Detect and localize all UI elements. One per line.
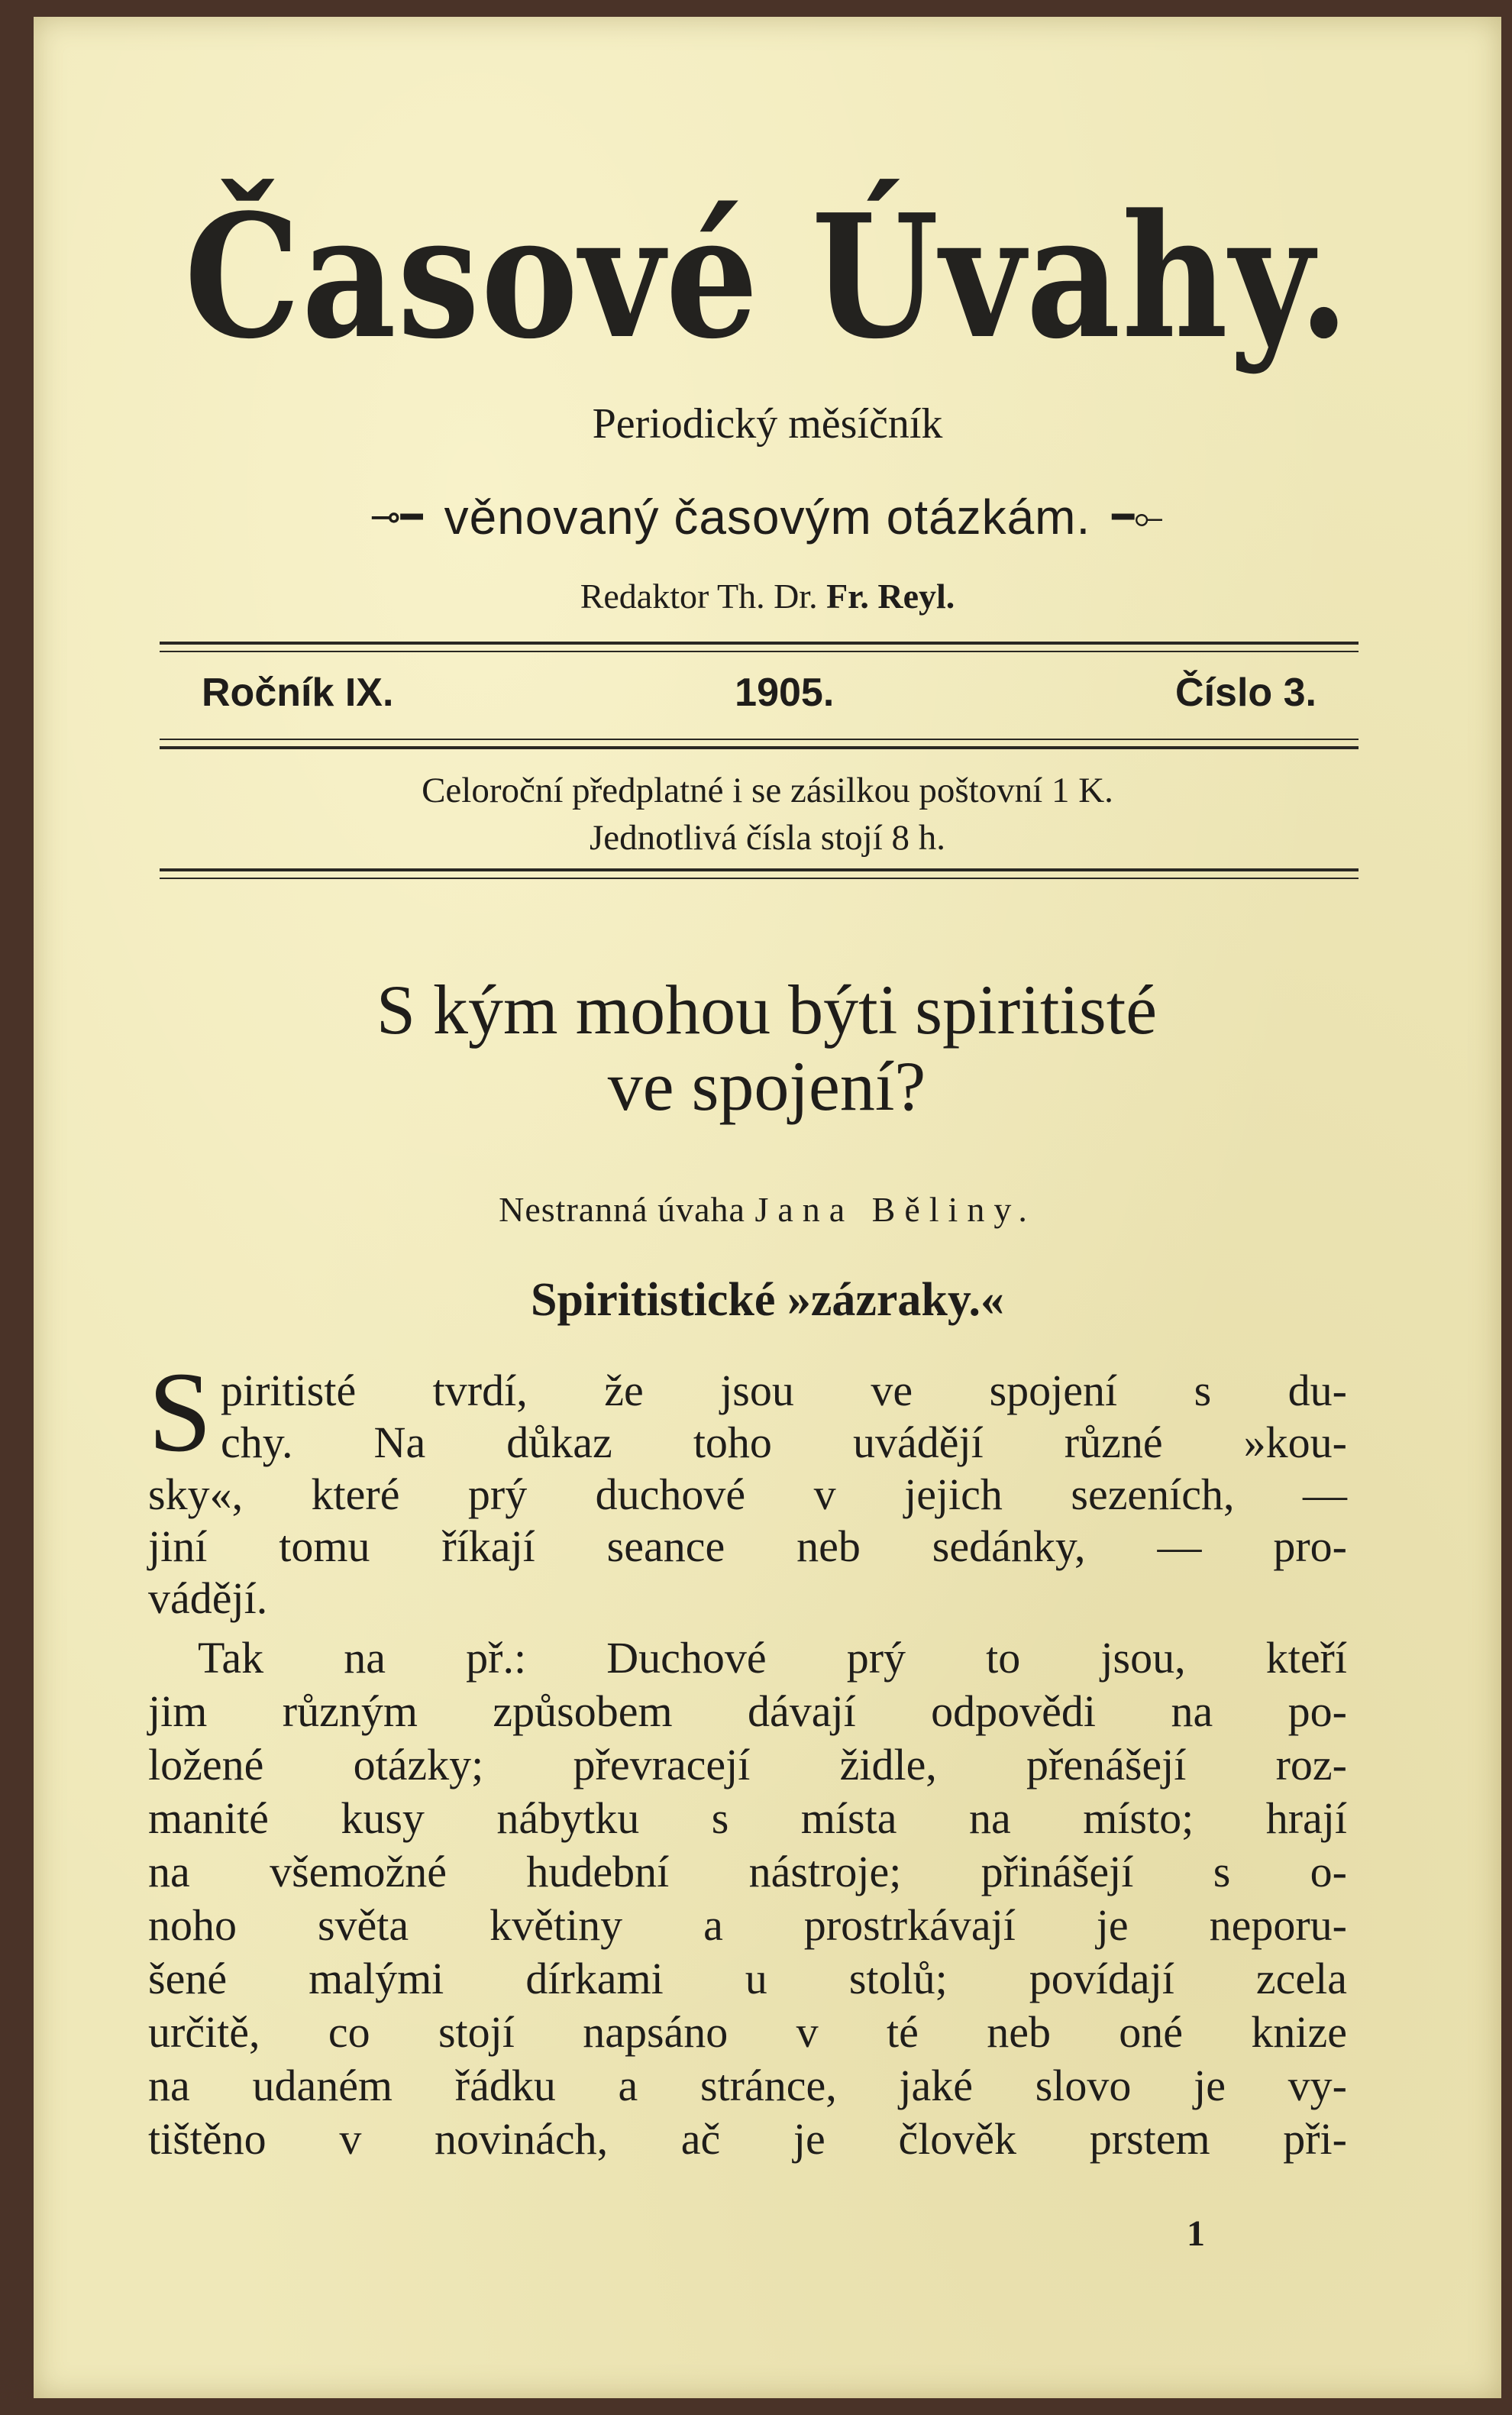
byline-prefix: Nestranná úvaha bbox=[499, 1190, 745, 1229]
body-line: piritisté tvrdí, že jsou ve spojení s du- bbox=[221, 1366, 1347, 1415]
drop-cap: S bbox=[148, 1349, 212, 1476]
page-number: 1 bbox=[1187, 2213, 1205, 2254]
issue-info-row bbox=[202, 670, 1317, 716]
document-page bbox=[34, 17, 1501, 2398]
middle-rule bbox=[160, 746, 1359, 749]
body-line: Tak na př.: Duchové prý to jsou, kteří bbox=[198, 1633, 1347, 1683]
issue-number: Číslo 3. bbox=[1175, 671, 1317, 715]
body-line: jiní tomu říkají seance neb sedánky, — pro- bbox=[148, 1521, 1347, 1571]
body-line: sky«, které prý duchové v jejich sezeních, — bbox=[148, 1469, 1347, 1519]
top-rule-thin bbox=[160, 651, 1359, 652]
left-flourish-icon: ⊸━ bbox=[370, 496, 423, 538]
byline bbox=[34, 1189, 1501, 1230]
periodical-subtitle: Periodický měsíčník bbox=[592, 400, 943, 448]
byline-author: Jana Běliny. bbox=[754, 1190, 1036, 1229]
volume-label: Ročník IX. bbox=[202, 671, 394, 715]
body-line: vádějí. bbox=[148, 1573, 268, 1623]
body-line: na všemožné hudební nástroje; přinášejí s o- bbox=[148, 1847, 1347, 1896]
body-line: jim různým způsobem dávají odpovědi na po- bbox=[148, 1686, 1347, 1736]
bottom-rule bbox=[160, 868, 1359, 871]
body-line: ložené otázky; převracejí židle, přenášejí roz- bbox=[148, 1740, 1347, 1789]
top-rule bbox=[160, 642, 1359, 645]
body-line: chy. Na důkaz toho uvádějí různé »kou- bbox=[221, 1418, 1347, 1467]
body-line: noho světa květiny a prostrkávají je neporu- bbox=[148, 1900, 1347, 1950]
article-title bbox=[148, 971, 1385, 1125]
bottom-rule-thin bbox=[160, 878, 1359, 879]
middle-rule-thin bbox=[160, 739, 1359, 740]
dedication-text: věnovaný časovým otázkám. bbox=[444, 490, 1091, 545]
editor-label: Redaktor Th. Dr. bbox=[580, 577, 818, 616]
right-flourish-icon: ━⟜ bbox=[1112, 495, 1164, 538]
section-heading: Spiritistické »zázraky.« bbox=[531, 1274, 1004, 1326]
periodical-title: Časové Úvahy. bbox=[184, 178, 1351, 377]
subscription-line-2: Jednotlivá čísla stojí 8 h. bbox=[589, 818, 946, 858]
article-title-line-1: S kým mohou býti spiritisté bbox=[376, 971, 1158, 1049]
dedication-row bbox=[186, 487, 1347, 548]
body-line: manité kusy nábytku s místa na místo; hrají bbox=[148, 1793, 1347, 1843]
body-line: určitě, co stojí napsáno v té neb oné knize bbox=[148, 2007, 1347, 2057]
editor-line bbox=[34, 576, 1501, 616]
issue-year: 1905. bbox=[735, 671, 835, 715]
subscription-line-1: Celoroční předplatné i se zásilkou poštovní 1 K. bbox=[422, 771, 1113, 810]
body-line: tištěno v novinách, ač je člověk prstem při- bbox=[148, 2114, 1347, 2164]
body-line: šené malými dírkami u stolů; povídají zcela bbox=[148, 1954, 1347, 2003]
editor-name: Fr. Reyl. bbox=[826, 577, 955, 616]
article-title-line-2: ve spojení? bbox=[607, 1047, 926, 1126]
body-line: na udaném řádku a stránce, jaké slovo je vy- bbox=[148, 2061, 1347, 2110]
